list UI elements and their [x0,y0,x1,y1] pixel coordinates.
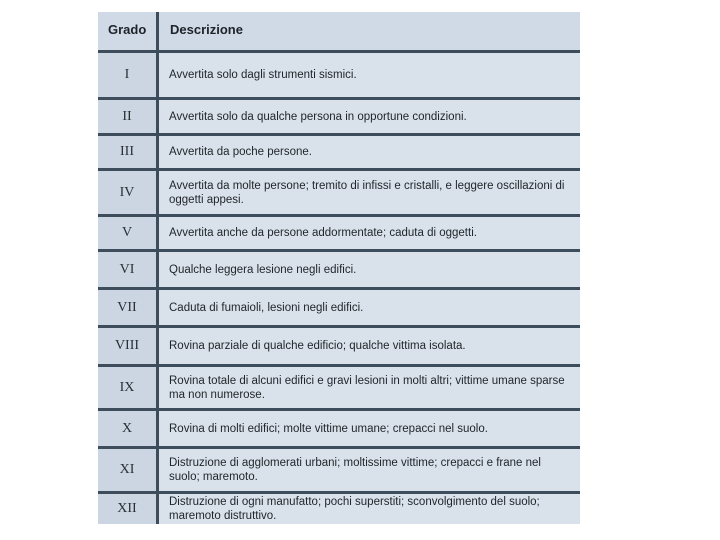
table-row [98,290,580,325]
descrizione-cell [159,411,580,446]
descrizione-cell [159,171,580,214]
grado-cell: IV [119,184,135,200]
table-row [98,100,580,133]
descrizione-text: Avvertita da molte persone; tremito di infissi e cristalli, e leggere oscillazioni di oggetti appesi. [169,179,565,206]
descrizione-cell [159,136,580,168]
descrizione-cell [159,328,580,364]
table-row [98,367,580,408]
descrizione-cell [159,252,580,287]
table-row [98,494,580,524]
table-header [98,12,580,50]
descrizione-text: Qualche leggera lesione negli edifici. [169,263,357,276]
grado-cell: XI [119,462,135,477]
grado-cell: X [121,420,133,436]
descrizione-text: Avvertita solo da qualche persona in opportune condizioni. [169,110,467,123]
grado-cell: III [120,144,134,159]
table-row [98,411,580,446]
descrizione-text: Rovina totale di alcuni edifici e gravi lesioni in molti altri; vittime umane sparse ma non numerose. [169,374,565,401]
table-row [98,252,580,287]
table-row [98,217,580,249]
descrizione-text: Avvertita anche da persone addormentate; caduta di oggetti. [169,227,477,239]
table-row [98,53,580,97]
descrizione-text: Avvertita da poche persone. [169,146,312,158]
grado-cell: XII [117,501,137,516]
header-descrizione: Descrizione [170,22,243,37]
table-row [98,449,580,491]
table-row [98,171,580,214]
grado-cell: I [124,67,130,82]
descrizione-cell [159,53,580,97]
table-row [98,328,580,364]
descrizione-cell [159,100,580,133]
descrizione-cell [159,494,580,524]
descrizione-cell [159,367,580,408]
grado-cell: II [122,108,132,124]
descrizione-cell [159,290,580,325]
table-row [98,136,580,168]
descrizione-text: Rovina di molti edifici; molte vittime umane; crepacci nel suolo. [169,422,488,435]
descrizione-text: Avvertita solo dagli strumenti sismici. [169,69,357,81]
descrizione-text: Distruzione di ogni manufatto; pochi superstiti; sconvolgimento del suolo; maremoto distruttivo. [169,496,540,522]
scanned-table-image [98,12,580,524]
grado-cell: VI [119,261,135,277]
header-grado: Grado [108,22,147,37]
grado-cell: V [121,225,133,240]
descrizione-text: Caduta di fumaioli, lesioni negli edifici. [169,301,364,314]
descrizione-text: Distruzione di agglomerati urbani; moltissime vittime; crepacci e frane nel suolo; maremoto. [169,457,541,483]
grado-cell: IX [119,379,135,395]
descrizione-cell [159,217,580,249]
descrizione-cell [159,449,580,491]
grado-cell: VII [117,299,137,315]
column-divider [156,12,159,524]
grado-cell: VIII [114,338,140,353]
descrizione-text: Rovina parziale di qualche edificio; qualche vittima isolata. [169,340,466,352]
